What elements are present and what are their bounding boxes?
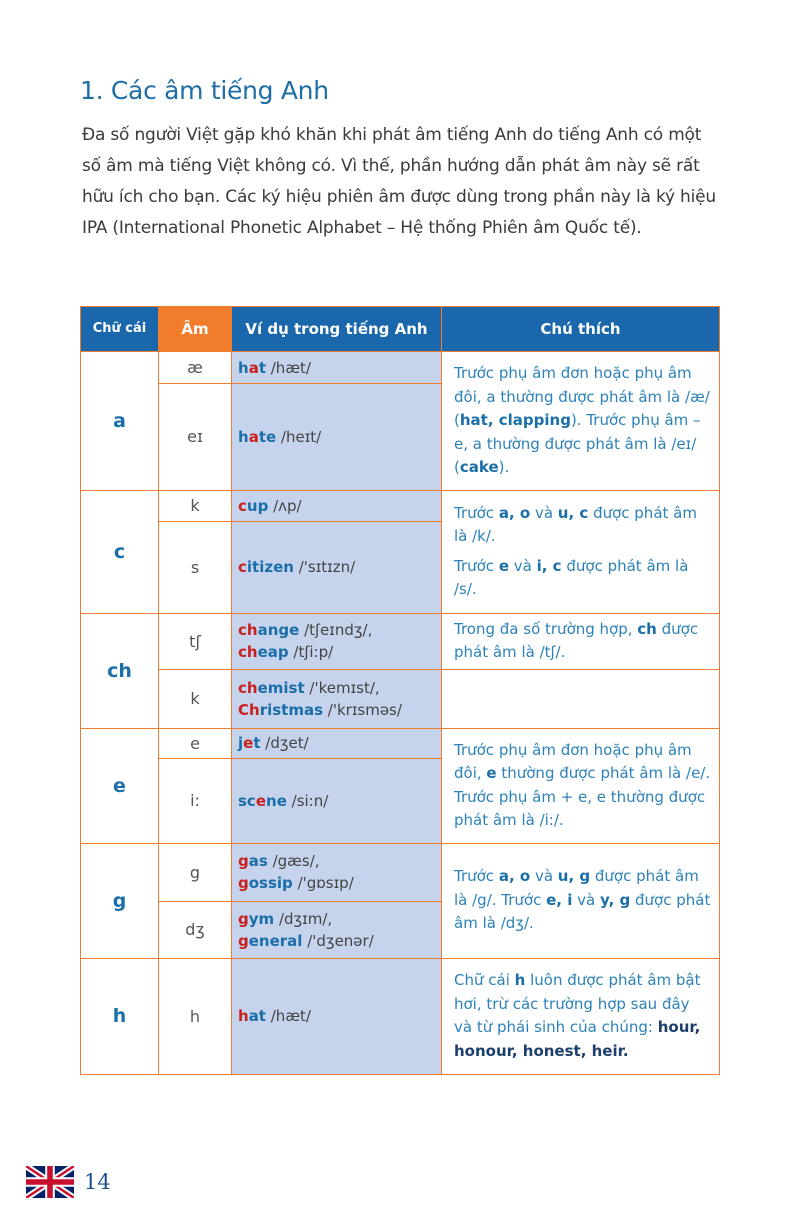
- sound-cell: h: [159, 958, 232, 1074]
- header-letter: Chữ cái: [81, 307, 159, 352]
- table-row: [81, 669, 720, 728]
- example-cell: gym /dʒɪm/, general /'dʒenər/: [232, 901, 442, 958]
- note-cell-empty: [442, 669, 720, 728]
- page-footer: [26, 1166, 111, 1198]
- sound-cell: tʃ: [159, 613, 232, 669]
- example-cell: cup /ʌp/: [232, 490, 442, 521]
- example-cell: change /tʃeɪndʒ/, cheap /tʃi:p/: [232, 613, 442, 669]
- table-row: [81, 613, 720, 669]
- example-cell: chemist /'kemɪst/, Christmas /'krɪsməs/: [232, 669, 442, 728]
- table-row: [81, 728, 720, 758]
- sound-cell: s: [159, 521, 232, 613]
- letter-cell: a: [81, 352, 159, 491]
- uk-flag-icon: [26, 1166, 74, 1198]
- table-row: [81, 843, 720, 901]
- sound-cell: k: [159, 490, 232, 521]
- note-cell: Trước a, o và u, g được phát âm là /g/. Trước e, i và y, g được phát âm là /dʒ/.: [442, 843, 720, 958]
- page-number: 14: [84, 1170, 111, 1194]
- page-title: 1. Các âm tiếng Anh: [80, 76, 329, 105]
- example-cell: hat /hæt/: [232, 958, 442, 1074]
- letter-cell: g: [81, 843, 159, 958]
- sound-cell: g: [159, 843, 232, 901]
- note-cell: Trước a, o và u, c được phát âm là /k/. Trước e và i, c được phát âm là /s/.: [442, 490, 720, 613]
- sound-cell: i:: [159, 758, 232, 843]
- letter-cell: c: [81, 490, 159, 613]
- example-cell: citizen /'sɪtɪzn/: [232, 521, 442, 613]
- letter-cell: e: [81, 728, 159, 843]
- table-row: [81, 490, 720, 521]
- sound-cell: k: [159, 669, 232, 728]
- sound-cell: e: [159, 728, 232, 758]
- intro-paragraph: Đa số người Việt gặp khó khăn khi phát âm tiếng Anh do tiếng Anh có một số âm mà tiếng Việt không có. Vì thế, phần hướng dẫn phát âm này sẽ rất hữu ích cho bạn. Các ký hiệu phiên âm được dùng trong phần này là ký hiệu IPA (International Phonetic Alphabet – Hệ thống Phiên âm Quốc tế).: [82, 125, 716, 238]
- pronunciation-table: [80, 306, 720, 1075]
- table-header-row: [81, 307, 720, 352]
- letter-cell: h: [81, 958, 159, 1074]
- note-cell: Chữ cái h luôn được phát âm bật hơi, trừ các trường hợp sau đây và từ phái sinh của chúng: hour, honour, honest, heir.: [442, 958, 720, 1074]
- header-sound: Âm: [159, 307, 232, 352]
- example-cell: jet /dʒet/: [232, 728, 442, 758]
- table-row: [81, 958, 720, 1074]
- table-row: [81, 352, 720, 384]
- sound-cell: æ: [159, 352, 232, 384]
- header-example: Ví dụ trong tiếng Anh: [232, 307, 442, 352]
- header-note: Chú thích: [442, 307, 720, 352]
- sound-cell: eɪ: [159, 384, 232, 490]
- note-cell: Trước phụ âm đơn hoặc phụ âm đôi, e thường được phát âm là /e/. Trước phụ âm + e, e thường được phát âm là /i:/.: [442, 728, 720, 843]
- letter-cell: ch: [81, 613, 159, 728]
- note-cell: Trước phụ âm đơn hoặc phụ âm đôi, a thường được phát âm là /æ/ (hat, clapping). Trước phụ âm – e, a thường được phát âm là /eɪ/ (cake).: [442, 352, 720, 491]
- example-cell: gas /gæs/, gossip /'gɒsɪp/: [232, 843, 442, 901]
- example-cell: hate /heɪt/: [232, 384, 442, 490]
- example-cell: scene /si:n/: [232, 758, 442, 843]
- sound-cell: dʒ: [159, 901, 232, 958]
- note-cell: Trong đa số trường hợp, ch được phát âm là /tʃ/.: [442, 613, 720, 669]
- example-cell: hat /hæt/: [232, 352, 442, 384]
